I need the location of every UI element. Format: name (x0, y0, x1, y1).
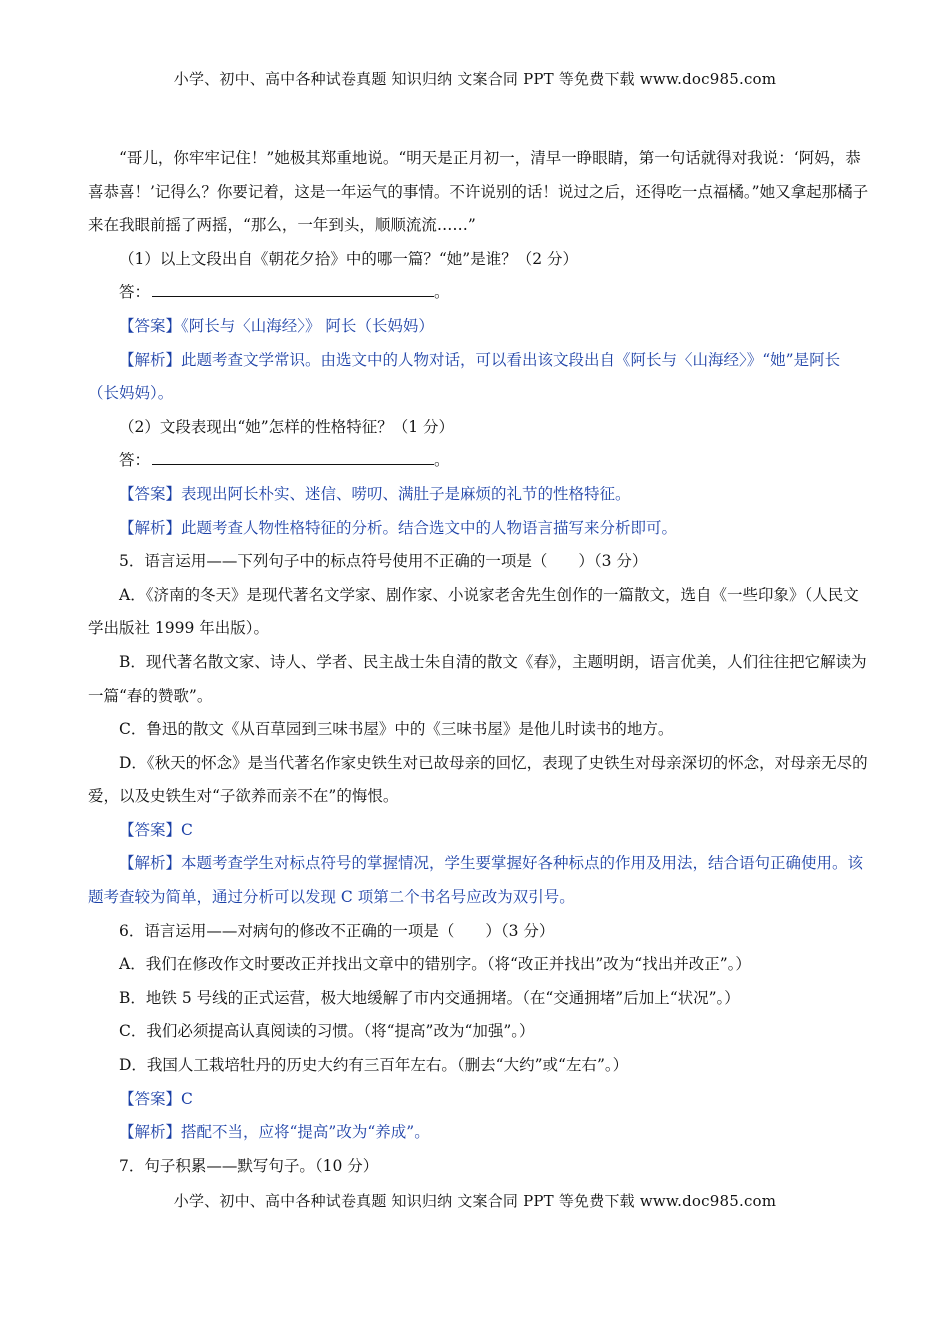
q6-analysis: 【解析】搭配不当，应将“提高”改为“养成”。 (119, 1123, 430, 1142)
q2-question: （2）文段表现出“她”怎样的性格特征？（1 分） (119, 417, 454, 436)
q5-option-b: B．现代著名散文家、诗人、学者、民主战士朱自清的散文《春》，主题明朗，语言优美，人们往往把它解读为一篇“春的赞歌”。 (88, 652, 867, 705)
q1-answer: 【答案】《阿长与〈山海经〉》 阿长（长妈妈） (119, 316, 434, 335)
answer-blank[interactable] (152, 446, 434, 465)
answer-suffix: 。 (434, 451, 450, 470)
answer-suffix: 。 (434, 283, 450, 302)
q6-answer: 【答案】C (119, 1089, 193, 1108)
passage: “哥儿，你牢牢记住！”她极其郑重地说。“明天是正月初一，清早一睁眼睛，第一句话就得对我说：‘阿妈，恭喜恭喜！’记得么？你要记着，这是一年运气的事情。不许说别的话！说过之后，还得吃一点福橘。”她又拿起那橘子来在我眼前摇了两摇，“那么，一年到头，顺顺流流……” (88, 149, 869, 235)
q1-answer-line (88, 276, 870, 310)
q2-answer: 【答案】表现出阿长朴实、迷信、唠叨、满肚子是麻烦的礼节的性格特征。 (119, 484, 631, 503)
q7-question: 7．句子积累——默写句子。（10 分） (119, 1156, 379, 1175)
q6-option-c: C．我们必须提高认真阅读的习惯。（将“提高”改为“加强”。） (119, 1022, 535, 1041)
q1-question: （1）以上文段出自《朝花夕拾》中的哪一篇？“她”是谁？（2 分） (119, 249, 579, 268)
page-footer: 小学、初中、高中各种试卷真题 知识归纳 文案合同 PPT 等免费下载 www.doc985.com (173, 1192, 777, 1210)
answer-prefix: 答： (119, 283, 151, 302)
q6-option-b: B．地铁 5 号线的正式运营，极大地缓解了市内交通拥堵。（在“交通拥堵”后加上“状况”。） (119, 988, 740, 1007)
q6-option-d: D．我国人工栽培牡丹的历史大约有三百年左右。（删去“大约”或“左右”。） (119, 1056, 629, 1075)
q5-answer: 【答案】C (119, 820, 193, 839)
q6-option-a: A．我们在修改作文时要改正并找出文章中的错别字。（将“改正并找出”改为“找出并改正”。） (119, 955, 751, 974)
page-header: 小学、初中、高中各种试卷真题 知识归纳 文案合同 PPT 等免费下载 www.doc985.com (173, 70, 777, 88)
q5-option-a: A．《济南的冬天》是现代著名文学家、剧作家、小说家老舍先生创作的一篇散文，选自《一些印象》（人民文学出版社 1999 年出版）。 (88, 585, 859, 638)
q5-option-d: D．《秋天的怀念》是当代著名作家史铁生对已故母亲的回忆，表现了史铁生对母亲深切的怀念，对母亲无尽的爱，以及史铁生对“子欲养而亲不在”的悔恨。 (88, 753, 868, 806)
answer-blank[interactable] (152, 278, 434, 297)
q5-analysis: 【解析】本题考查学生对标点符号的掌握情况，学生要掌握好各种标点的作用及用法，结合语句正确使用。该题考查较为简单，通过分析可以发现 C 项第二个书名号应改为双引号。 (88, 854, 864, 907)
answer-prefix: 答： (119, 451, 151, 470)
document-body (88, 142, 870, 1183)
q1-analysis: 【解析】此题考查文学常识。由选文中的人物对话，可以看出该文段出自《阿长与〈山海经〉》“她”是阿长（长妈妈）。 (88, 350, 841, 403)
q5-option-c: C．鲁迅的散文《从百草园到三味书屋》中的《三味书屋》是他儿时读书的地方。 (119, 720, 674, 739)
q5-question: 5．语言运用——下列句子中的标点符号使用不正确的一项是（ ）（3 分） (119, 552, 648, 571)
q2-answer-line (88, 444, 870, 478)
q2-analysis: 【解析】此题考查人物性格特征的分析。结合选文中的人物语言描写来分析即可。 (119, 518, 678, 537)
q6-question: 6．语言运用——对病句的修改不正确的一项是（ ）（3 分） (119, 921, 555, 940)
